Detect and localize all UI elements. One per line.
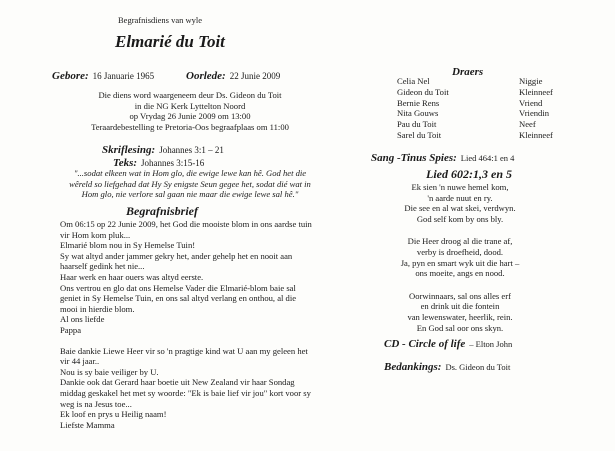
letter-line: Al ons liefde xyxy=(60,314,105,325)
table-row xyxy=(397,76,553,87)
born-line xyxy=(52,66,154,84)
bearer-name: Gideon du Toit xyxy=(397,86,449,97)
letter-line: mooi in hierdie blom. xyxy=(60,303,135,314)
bearers-table xyxy=(397,76,553,141)
letter-line: geniet in Sy Hemelse Tuin, en ons sal altyd verlang en onthou, al die xyxy=(60,293,297,304)
bearer-name: Sarel du Toit xyxy=(397,129,442,140)
thanks-value: Ds. Gideon du Toit xyxy=(445,362,511,372)
letter-line: weg is na Jesus toe... xyxy=(60,398,132,409)
bearer-relation: Kleinneef xyxy=(519,86,553,97)
letter-line: Baie dankie Liewe Heer vir so 'n pragtige kind wat U aan my geleen het xyxy=(60,345,308,356)
service-info-line: Teraardebestelling te Pretoria-Oos begraafplaas om 11:00 xyxy=(91,121,289,132)
song-value: Lied 464:1 en 4 xyxy=(460,153,515,163)
thanks-label: Bedankings: xyxy=(384,361,442,373)
text-label: Teks: xyxy=(113,157,138,169)
letter-line: Elmarié blom nou in Sy Hemelse Tuin! xyxy=(60,240,196,251)
cd-line xyxy=(384,334,512,352)
bearer-name: Pau du Toit xyxy=(397,119,437,130)
cd-value: – Elton John xyxy=(469,339,513,349)
letter-heading: Begrafnisbrief xyxy=(126,204,198,218)
letter-line: Liefste Mamma xyxy=(60,419,115,430)
letter-line: Nou is sy baie veiliger by U. xyxy=(60,366,159,377)
hymn-line: Oorwinnaars, sal ons alles erf xyxy=(409,290,511,301)
letter-line: Om 06:15 op 22 Junie 2009, het God die mooiste blom in ons aardse tuin xyxy=(60,219,312,229)
hymn-line: en drink uit die fontein xyxy=(420,301,500,312)
letter-line: haarself gedink het nie... xyxy=(60,261,145,272)
died-line xyxy=(186,66,280,84)
bearer-relation: Kleinneef xyxy=(519,129,553,140)
bearer-name: Celia Nel xyxy=(397,76,430,86)
bearer-relation: Niggie xyxy=(519,76,543,86)
hymn-line: 'n aarde nuut en ry. xyxy=(427,192,493,203)
born-label: Gebore: xyxy=(52,70,89,82)
scripture-label: Skriflesing: xyxy=(102,144,156,156)
died-value: 22 Junie 2009 xyxy=(229,71,281,81)
bearer-name: Nita Gouws xyxy=(397,108,439,119)
hymn-title: Lied 602:1,3 en 5 xyxy=(426,167,512,181)
bearer-relation: Vriendin xyxy=(519,108,550,119)
bearer-relation: Neef xyxy=(519,119,536,130)
letter-line: Haar werk en haar ouers was altyd eerste. xyxy=(60,271,204,282)
hymn-line: En God sal oor ons skyn. xyxy=(416,322,504,333)
bible-quote xyxy=(40,168,340,200)
quote-line: Hom glo, nie verlore sal gaan nie maar die ewige lewe sal hê." xyxy=(81,189,299,200)
bearer-relation: Vriend xyxy=(519,97,543,108)
hymn-line: God self kom by ons bly. xyxy=(416,213,504,224)
bearers-heading: Draers xyxy=(452,66,484,78)
letter-line: Sy wat altyd ander jammer gekry het, ander gehelp het en nooit aan xyxy=(60,250,293,261)
service-info-line: in die NG Kerk Lyttelton Noord xyxy=(134,100,246,111)
service-info-line: op Vrydag 26 Junie 2009 om 13:00 xyxy=(129,111,251,122)
hymn-spacer xyxy=(370,279,550,291)
letter-spacer xyxy=(60,336,370,346)
born-value: 16 Januarie 1965 xyxy=(92,71,155,81)
table-row xyxy=(397,119,553,130)
table-row xyxy=(397,98,553,109)
service-title: Begrafnisdiens van wyle xyxy=(118,15,203,25)
letter-line: Dankie ook dat Gerard haar boetie uit New Zealand vir haar Sondag xyxy=(60,377,295,388)
letter-line: Ek loof en prys u Heilig naam! xyxy=(60,409,167,420)
hymn-spacer xyxy=(370,224,550,236)
funeral-letter xyxy=(60,219,370,430)
thanks-line xyxy=(384,357,510,375)
quote-line: "...sodat elkeen wat in Hom glo, die ewige lewe kan hê. God het die xyxy=(73,168,307,178)
scripture-value: Johannes 3:1 – 21 xyxy=(159,145,224,155)
cd-label: CD - Circle of life xyxy=(384,338,466,350)
hymn-line: van lewenswater, heerlik, rein. xyxy=(407,311,513,322)
table-row xyxy=(397,87,553,98)
hymn-verses xyxy=(370,182,550,333)
hymn-line: ons moeite, angs en nood. xyxy=(415,268,505,279)
service-info-line: Die diens word waargeneem deur Ds. Gideon du Toit xyxy=(98,90,282,100)
table-row xyxy=(397,130,553,141)
text-value: Johannes 3:15-16 xyxy=(141,158,205,168)
service-info xyxy=(40,90,340,132)
letter-line: vir Hom kom pluk... xyxy=(60,229,131,240)
letter-line: Ons vertrou en glo dat ons Hemelse Vader die Elmarié-blom baie sal xyxy=(60,282,296,293)
died-label: Oorlede: xyxy=(186,70,226,82)
bearer-name: Bernie Rens xyxy=(397,97,440,108)
letter-line: Pappa xyxy=(60,324,82,335)
hymn-line: Ek sien 'n nuwe hemel kom, xyxy=(411,182,509,192)
hymn-line: Ja, pyn en smart wyk uit die hart – xyxy=(400,257,520,268)
quote-line: wêreld so liefgehad dat Hy Sy enigste Seun gegee het, sodat dié wat in xyxy=(69,178,311,189)
letter-line: middag geskakel het met sy woorde: "Ek is baie lief vir jou" kort voor sy xyxy=(60,387,311,398)
hymn-line: Die Heer droog al die trane af, xyxy=(407,236,513,247)
song-label: Sang -Tinus Spies: xyxy=(371,152,457,164)
song-line xyxy=(371,148,514,166)
deceased-name: Elmarié du Toit xyxy=(115,32,225,51)
letter-line: vir 44 jaar.. xyxy=(60,356,100,367)
table-row xyxy=(397,108,553,119)
hymn-line: verby is droefheid, dood. xyxy=(416,246,504,257)
hymn-line: Die see en al wat skei, verdwyn. xyxy=(404,203,516,214)
